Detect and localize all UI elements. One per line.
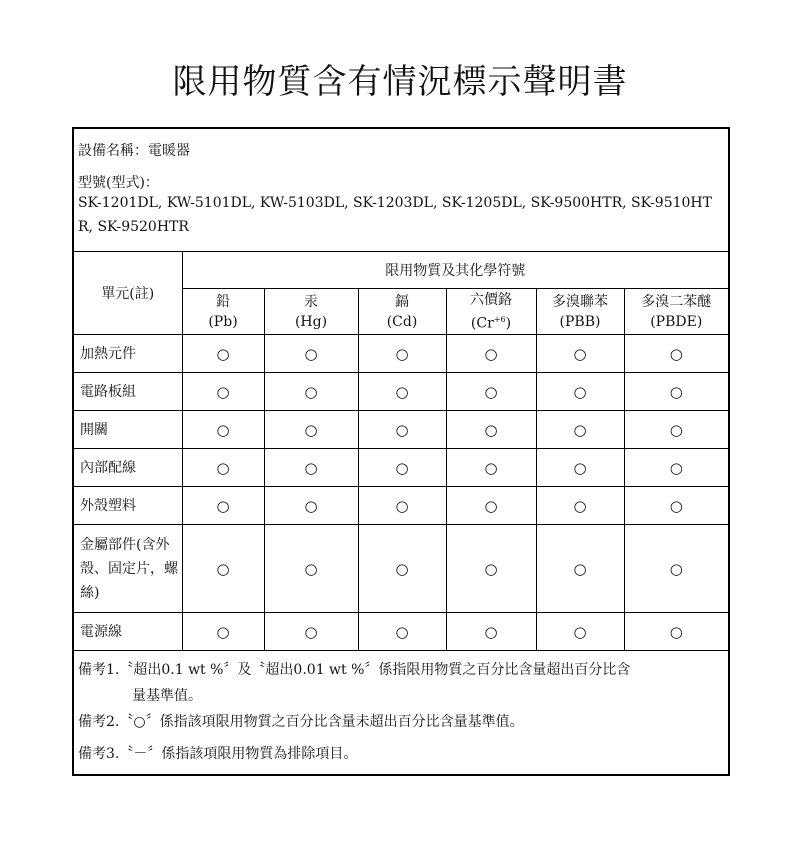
mark-cell: ○ [182, 373, 264, 411]
mark-cell: ○ [536, 411, 624, 449]
mark-cell: ○ [358, 373, 446, 411]
table-row [74, 613, 728, 651]
mark-cell: ○ [264, 487, 358, 525]
mark-cell: ○ [182, 449, 264, 487]
mark-cell: ○ [624, 373, 728, 411]
mark-cell: ○ [182, 335, 264, 373]
mark-cell: ○ [624, 335, 728, 373]
mark-cell: ○ [624, 487, 728, 525]
mark-cell: ○ [446, 335, 536, 373]
mark-cell: ○ [446, 525, 536, 613]
mark-cell: ○ [264, 613, 358, 651]
unit-label: 內部配線 [74, 449, 182, 487]
equipment-name: 設備名稱：電暖器 [78, 143, 190, 159]
unit-label: 外殼塑料 [74, 487, 182, 525]
mark-cell: ○ [264, 525, 358, 613]
unit-label: 金屬部件(含外殼、固定片，螺絲) [74, 525, 182, 613]
table-row [74, 449, 728, 487]
mark-cell: ○ [182, 487, 264, 525]
substance-header: 多溴二苯醚 (PBDE) [624, 289, 728, 335]
mark-cell: ○ [264, 373, 358, 411]
mark-cell: ○ [264, 449, 358, 487]
mark-cell: ○ [446, 487, 536, 525]
mark-cell: ○ [624, 449, 728, 487]
remark-3: 備考3.〝－〞係指該項限用物質為排除項目。 [78, 746, 358, 762]
mark-cell: ○ [536, 487, 624, 525]
mark-cell: ○ [446, 613, 536, 651]
mark-cell: ○ [358, 449, 446, 487]
remark-2: 備考2.〝○〞係指該項限用物質之百分比含量未超出百分比含量基準值。 [78, 714, 524, 730]
substance-group-header: 限用物質及其化學符號 [182, 252, 728, 289]
unit-label: 開關 [74, 411, 182, 449]
model-label: 型號(型式)： [78, 175, 159, 191]
mark-cell: ○ [358, 411, 446, 449]
substance-header: 汞 (Hg) [264, 289, 358, 335]
mark-cell: ○ [264, 335, 358, 373]
mark-cell: ○ [446, 373, 536, 411]
mark-cell: ○ [264, 411, 358, 449]
mark-cell: ○ [624, 525, 728, 613]
mark-cell: ○ [358, 525, 446, 613]
mark-cell: ○ [536, 613, 624, 651]
mark-cell: ○ [358, 613, 446, 651]
mark-cell: ○ [446, 449, 536, 487]
mark-cell: ○ [182, 411, 264, 449]
mark-cell: ○ [358, 335, 446, 373]
mark-cell: ○ [446, 411, 536, 449]
substance-header: 多溴聯苯 (PBB) [536, 289, 624, 335]
substance-header: 鎘 (Cd) [358, 289, 446, 335]
unit-header: 單元(註) [74, 252, 182, 335]
table-row [74, 411, 728, 449]
model-list: SK-1201DL, KW-5101DL, KW-5103DL, SK-1203DL, SK-1205DL, SK-9500HTR, SK-9510HTR, SK-9520HTR [78, 195, 712, 235]
table-row [74, 525, 728, 613]
document-title: 限用物質含有情況標示聲明書 [172, 62, 628, 102]
mark-cell: ○ [536, 449, 624, 487]
mark-cell: ○ [358, 487, 446, 525]
unit-label: 電路板組 [74, 373, 182, 411]
substance-header: 六價鉻 $(Cr^{+6})$ [446, 289, 536, 335]
mark-cell: ○ [624, 411, 728, 449]
table-row [74, 487, 728, 525]
table-row [74, 335, 728, 373]
declaration-frame [72, 127, 730, 776]
unit-label: 電源線 [74, 613, 182, 651]
mark-cell: ○ [182, 613, 264, 651]
unit-label: 加熱元件 [74, 335, 182, 373]
mark-cell: ○ [536, 373, 624, 411]
substance-table [74, 251, 728, 651]
remark-1: 備考1.〝超出0.1 wt %〞及〝超出0.01 wt %〞係指限用物質之百分比含量超出百分比含 量基準值。 [78, 662, 631, 704]
table-row [74, 373, 728, 411]
mark-cell: ○ [182, 525, 264, 613]
substance-header: 鉛 (Pb) [182, 289, 264, 335]
mark-cell: ○ [536, 525, 624, 613]
mark-cell: ○ [624, 613, 728, 651]
mark-cell: ○ [536, 335, 624, 373]
